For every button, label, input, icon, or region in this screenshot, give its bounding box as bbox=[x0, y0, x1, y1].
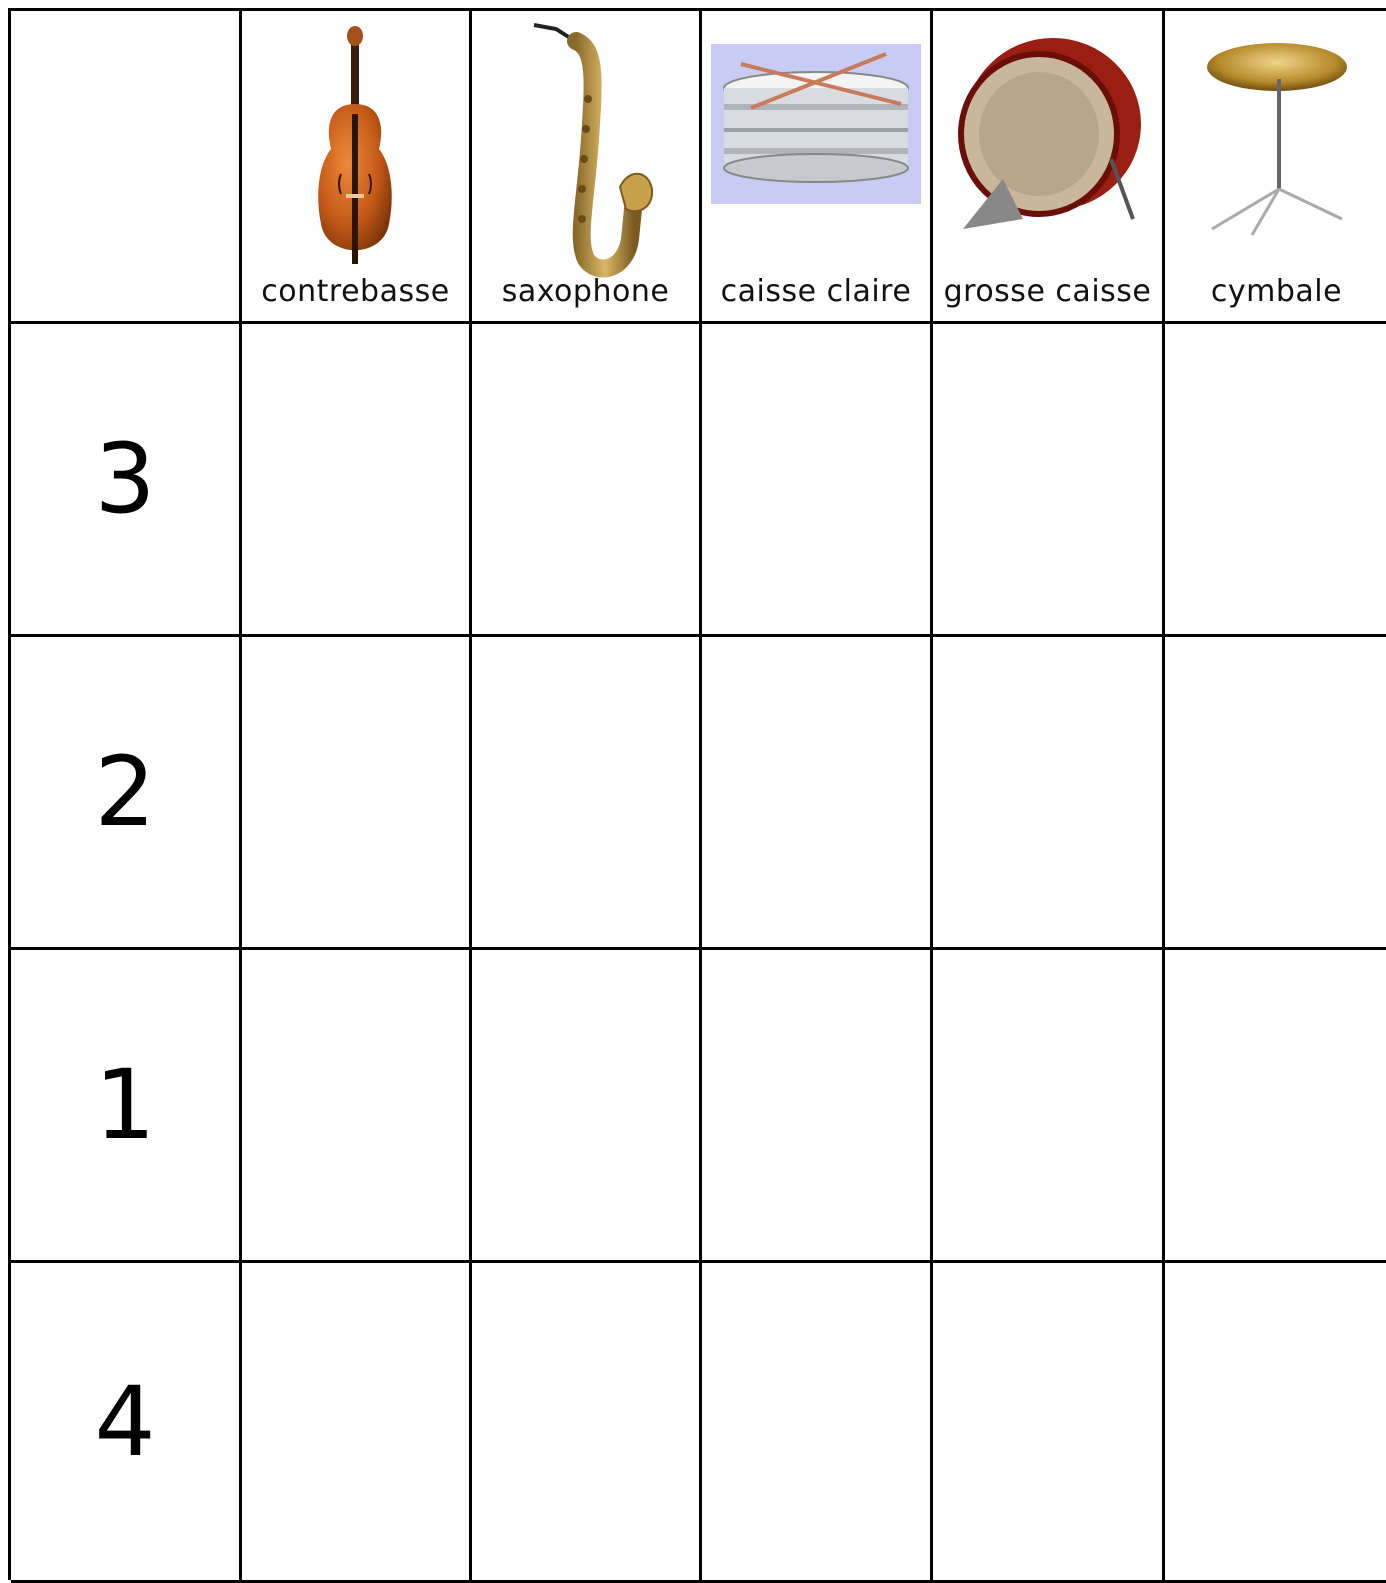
row-number: 2 bbox=[94, 736, 156, 848]
row-number-cell bbox=[11, 324, 242, 637]
header-cell-contrebasse bbox=[242, 11, 472, 324]
row-number-cell bbox=[11, 637, 242, 950]
double-bass-icon bbox=[242, 19, 469, 279]
header-cell-grosse-caisse bbox=[933, 11, 1165, 324]
saxophone-icon bbox=[472, 19, 699, 279]
header-cell-caisse-claire bbox=[702, 11, 933, 324]
column-label-contrebasse: contrebasse bbox=[261, 274, 450, 309]
cymbal-icon bbox=[1165, 19, 1386, 279]
answer-cell[interactable] bbox=[242, 950, 472, 1263]
answer-cell[interactable] bbox=[242, 324, 472, 637]
answer-cell[interactable] bbox=[472, 637, 702, 950]
row-number: 4 bbox=[94, 1365, 156, 1478]
snare-drum-icon bbox=[702, 19, 930, 279]
column-label-grosse-caisse: grosse caisse bbox=[943, 274, 1152, 309]
row-number: 3 bbox=[94, 423, 156, 535]
column-label-caisse-claire: caisse claire bbox=[720, 274, 912, 309]
instrument-grid bbox=[8, 8, 1386, 1580]
answer-cell[interactable] bbox=[1165, 950, 1386, 1263]
answer-cell[interactable] bbox=[702, 950, 933, 1263]
answer-cell[interactable] bbox=[242, 1263, 472, 1583]
column-label-saxophone: saxophone bbox=[501, 274, 670, 309]
header-cell-cymbale bbox=[1165, 11, 1386, 324]
answer-cell[interactable] bbox=[242, 637, 472, 950]
row-number: 1 bbox=[94, 1049, 156, 1161]
answer-cell[interactable] bbox=[933, 1263, 1165, 1583]
answer-cell[interactable] bbox=[1165, 637, 1386, 950]
row-number-cell bbox=[11, 1263, 242, 1583]
answer-cell[interactable] bbox=[933, 324, 1165, 637]
answer-cell[interactable] bbox=[472, 1263, 702, 1583]
bass-drum-icon bbox=[933, 19, 1162, 279]
answer-cell[interactable] bbox=[933, 637, 1165, 950]
row-number-cell bbox=[11, 950, 242, 1263]
header-cell-saxophone bbox=[472, 11, 702, 324]
answer-cell[interactable] bbox=[933, 950, 1165, 1263]
answer-cell[interactable] bbox=[702, 324, 933, 637]
corner-cell bbox=[11, 11, 242, 324]
answer-cell[interactable] bbox=[1165, 324, 1386, 637]
answer-cell[interactable] bbox=[472, 324, 702, 637]
answer-cell[interactable] bbox=[702, 637, 933, 950]
column-label-cymbale: cymbale bbox=[1210, 274, 1343, 309]
answer-cell[interactable] bbox=[472, 950, 702, 1263]
answer-cell[interactable] bbox=[702, 1263, 933, 1583]
answer-cell[interactable] bbox=[1165, 1263, 1386, 1583]
